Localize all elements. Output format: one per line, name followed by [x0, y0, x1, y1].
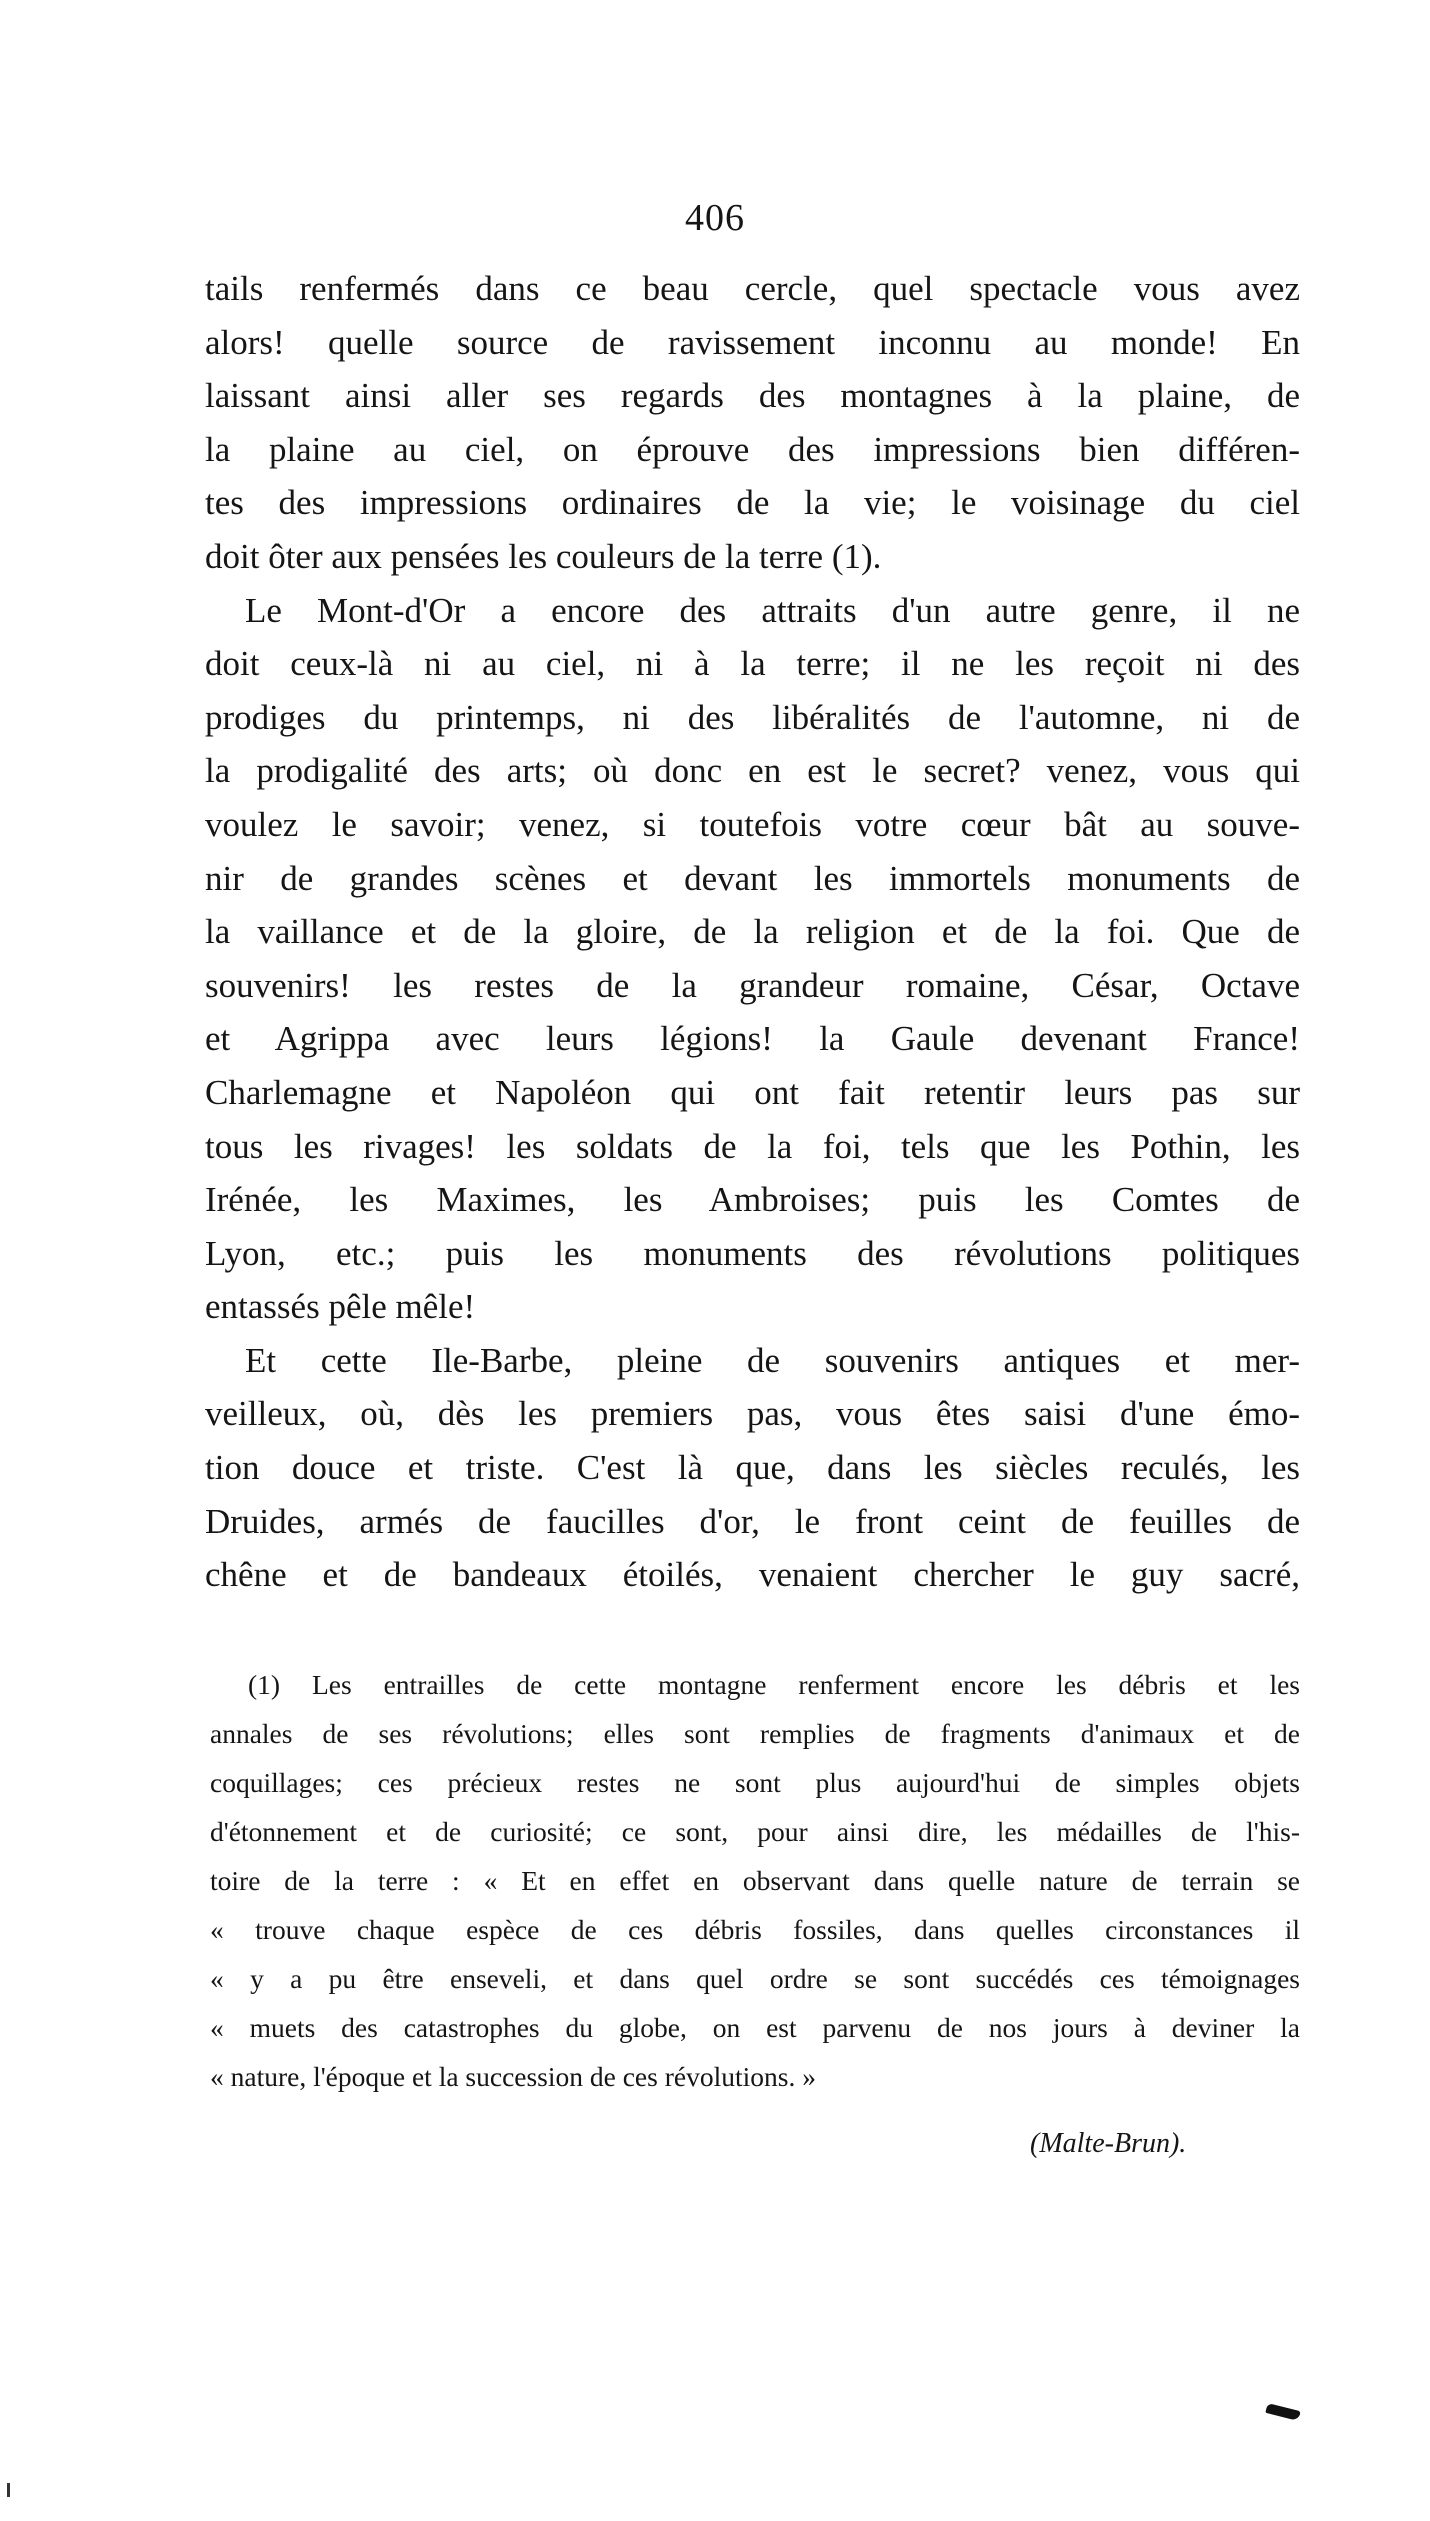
footnote-line: toire de la terre : « Et en effet en observant dans quelle nature de terrain se — [210, 1865, 1300, 1896]
footnote-line: « muets des catastrophes du globe, on est parvenu de nos jours à deviner la — [210, 2012, 1300, 2043]
page-number: 406 — [685, 197, 745, 239]
text-line: doit ôter aux pensées les couleurs de la terre (1). — [205, 536, 882, 576]
footnote-line: « y a pu être enseveli, et dans quel ordre se sont succédés ces témoignages — [210, 1963, 1300, 1994]
text-line: tion douce et triste. C'est là que, dans les siècles reculés, les — [205, 1448, 1300, 1488]
text-line: entassés pêle mêle! — [205, 1287, 476, 1327]
text-line: souvenirs! les restes de la grandeur romaine, César, Octave — [205, 965, 1300, 1005]
text-line: laissant ainsi aller ses regards des montagnes à la plaine, de — [205, 376, 1300, 416]
paragraph-1 — [205, 262, 1300, 584]
text-line: la vaillance et de la gloire, de la religion et de la foi. Que de — [205, 912, 1300, 952]
text-line: Charlemagne et Napoléon qui ont fait retentir leurs pas sur — [205, 1072, 1300, 1112]
text-line: Et cette Ile-Barbe, pleine de souvenirs antiques et mer- — [245, 1340, 1300, 1380]
footnote — [210, 1660, 1300, 2101]
text-line: tails renfermés dans ce beau cercle, quel spectacle vous avez — [205, 269, 1300, 308]
footnote-signature: (Malte-Brun). — [1030, 2128, 1187, 2159]
text-line: Le Mont-d'Or a encore des attraits d'un autre genre, il ne — [245, 590, 1300, 630]
paragraph-3 — [205, 1334, 1300, 1602]
ink-mark — [1265, 2403, 1300, 2421]
text-line: veilleux, où, dès les premiers pas, vous êtes saisi d'une émo- — [205, 1394, 1300, 1434]
text-line: nir de grandes scènes et devant les immortels monuments de — [205, 858, 1300, 898]
paragraph-2 — [205, 584, 1300, 1334]
text-line: Lyon, etc.; puis les monuments des révolutions politiques — [205, 1233, 1300, 1273]
text-line: tes des impressions ordinaires de la vie; le voisinage du ciel — [205, 483, 1300, 523]
text-line: tous les rivages! les soldats de la foi, tels que les Pothin, les — [205, 1126, 1300, 1166]
footnote-line: coquillages; ces précieux restes ne sont plus aujourd'hui de simples objets — [210, 1767, 1300, 1798]
text-line: doit ceux-là ni au ciel, ni à la terre; il ne les reçoit ni des — [205, 644, 1300, 684]
footnote-line: « trouve chaque espèce de ces débris fossiles, dans quelles circonstances il — [210, 1914, 1300, 1945]
text-line: chêne et de bandeaux étoilés, venaient chercher le guy sacré, — [205, 1555, 1300, 1595]
text-line: prodiges du printemps, ni des libéralités de l'automne, ni de — [205, 697, 1300, 737]
text-line: et Agrippa avec leurs légions! la Gaule devenant France! — [205, 1019, 1300, 1059]
edge-mark — [7, 2483, 10, 2497]
footnote-line: d'étonnement et de curiosité; ce sont, pour ainsi dire, les médailles de l'his- — [210, 1816, 1300, 1847]
text-line: la prodigalité des arts; où donc en est le secret? venez, vous qui — [205, 751, 1300, 791]
text-line: la plaine au ciel, on éprouve des impressions bien différen- — [205, 429, 1300, 469]
text-line: Druides, armés de faucilles d'or, le front ceint de feuilles de — [205, 1501, 1300, 1541]
footnote-line: annales de ses révolutions; elles sont remplies de fragments d'animaux et de — [210, 1718, 1300, 1749]
main-text — [205, 262, 1300, 1602]
text-line: Irénée, les Maximes, les Ambroises; puis les Comtes de — [205, 1180, 1300, 1220]
footnote-line: (1) Les entrailles de cette montagne renferment encore les débris et les — [248, 1669, 1300, 1700]
text-line: alors! quelle source de ravissement inconnu au monde! En — [205, 322, 1300, 362]
footnote-line: « nature, l'époque et la succession de ces révolutions. » — [210, 2061, 816, 2092]
text-line: voulez le savoir; venez, si toutefois votre cœur bât au souve- — [205, 804, 1300, 844]
